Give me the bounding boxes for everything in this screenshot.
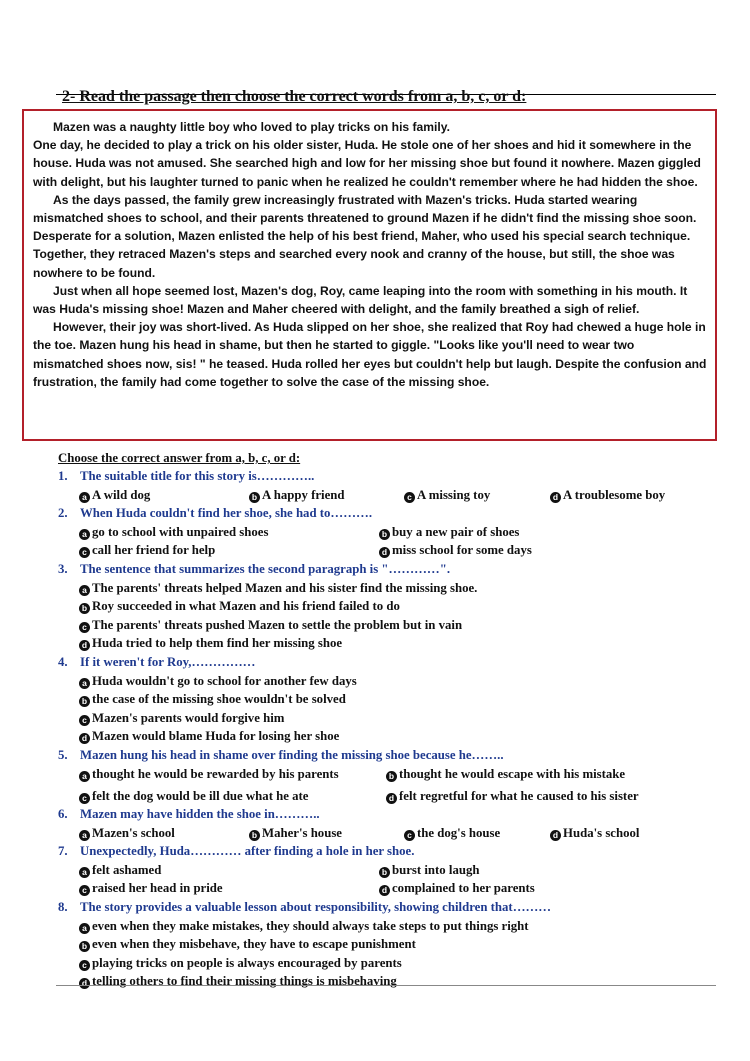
question-2 bbox=[58, 504, 718, 523]
option-letter-icon: c bbox=[79, 547, 90, 558]
option-letter-icon: d bbox=[550, 492, 561, 503]
option-d[interactable] bbox=[550, 824, 639, 843]
option-text: thought he would escape with his mistake bbox=[399, 766, 626, 781]
option-text: A happy friend bbox=[262, 487, 345, 502]
option-letter-icon: d bbox=[79, 978, 90, 989]
instructions: Choose the correct answer from a, b, c, or d: bbox=[58, 451, 301, 465]
option-text: felt ashamed bbox=[92, 862, 162, 877]
options-row bbox=[58, 541, 718, 560]
option-d[interactable] bbox=[58, 727, 718, 746]
passage-paragraph: Just when all hope seemed lost, Mazen's dog, Roy, came leaping into the room with something in his mouth. It was Huda's missing shoe! Mazen and Maher cheered with delight, and the family breathed a sigh of relief. bbox=[33, 283, 688, 317]
option-text: the case of the missing shoe wouldn't be solved bbox=[92, 692, 346, 707]
questions-section bbox=[58, 450, 718, 991]
option-d[interactable] bbox=[386, 783, 639, 809]
option-text: A wild dog bbox=[92, 487, 151, 502]
option-letter-icon: d bbox=[79, 640, 90, 651]
option-d[interactable] bbox=[379, 879, 535, 898]
option-text: The parents' threats pushed Mazen to settle the problem but in vain bbox=[92, 617, 463, 632]
option-d[interactable] bbox=[379, 541, 532, 560]
option-b[interactable] bbox=[249, 824, 342, 843]
option-letter-icon: b bbox=[249, 492, 260, 503]
option-text: The parents' threats helped Mazen and his sister find the missing shoe. bbox=[92, 580, 478, 595]
section-heading: 2- Read the passage then choose the correct words from a, b, c, or d: bbox=[62, 88, 527, 105]
option-text: miss school for some days bbox=[392, 543, 532, 558]
options-row bbox=[58, 879, 718, 898]
question-1 bbox=[58, 467, 718, 486]
option-text: Huda wouldn't go to school for another few days bbox=[92, 673, 357, 688]
option-text: telling others to find their missing things is misbehaving bbox=[92, 974, 397, 989]
option-a[interactable] bbox=[58, 579, 718, 598]
option-text: buy a new pair of shoes bbox=[392, 524, 520, 539]
option-text: Maher's house bbox=[262, 825, 342, 840]
option-d[interactable] bbox=[58, 634, 718, 653]
option-letter-icon: c bbox=[79, 960, 90, 971]
question-text: The story provides a valuable lesson about responsibility, showing children that……… bbox=[80, 900, 552, 915]
option-a[interactable] bbox=[79, 765, 339, 784]
option-letter-icon: a bbox=[79, 867, 90, 878]
option-letter-icon: c bbox=[79, 793, 90, 804]
option-letter-icon: a bbox=[79, 529, 90, 540]
option-d[interactable] bbox=[58, 972, 718, 991]
question-number: 2. bbox=[58, 506, 68, 521]
passage-box bbox=[22, 109, 717, 441]
option-text: Roy succeeded in what Mazen and his friend failed to do bbox=[92, 599, 400, 614]
option-text: call her friend for help bbox=[92, 543, 216, 558]
option-b[interactable] bbox=[379, 523, 519, 542]
option-c[interactable] bbox=[79, 541, 215, 560]
option-a[interactable] bbox=[79, 861, 161, 880]
option-letter-icon: b bbox=[249, 830, 260, 841]
option-letter-icon: b bbox=[79, 941, 90, 952]
option-c[interactable] bbox=[79, 783, 309, 809]
option-text: the dog's house bbox=[417, 825, 501, 840]
question-number: 6. bbox=[58, 807, 68, 822]
option-a[interactable] bbox=[58, 672, 718, 691]
options-row bbox=[58, 765, 718, 784]
option-b[interactable] bbox=[386, 765, 625, 784]
option-text: A troublesome boy bbox=[563, 487, 666, 502]
option-letter-icon: d bbox=[379, 547, 390, 558]
passage-paragraph: One day, he decided to play a trick on his older sister, Huda. He stole one of her shoes and hid it somewhere in the house. Huda was not amused. She searched high and low for her missing shoe but found it nowhere. Mazen giggled with delight, but his laughter turned to panic when he realized he couldn't remember where he had hidden the shoe. bbox=[33, 138, 701, 189]
question-number: 8. bbox=[58, 900, 68, 915]
option-c[interactable] bbox=[404, 486, 490, 505]
question-text: Mazen hung his head in shame over finding the missing shoe because he…….. bbox=[80, 747, 504, 762]
question-4 bbox=[58, 653, 718, 672]
option-a[interactable] bbox=[79, 486, 150, 505]
option-text: thought he would be rewarded by his parents bbox=[92, 766, 339, 781]
question-text: If it weren't for Roy,…………… bbox=[80, 654, 256, 669]
option-b[interactable] bbox=[58, 935, 718, 954]
option-text: A missing toy bbox=[417, 487, 491, 502]
option-text: burst into laugh bbox=[392, 862, 480, 877]
passage-paragraph: Mazen was a naughty little boy who loved to play tricks on his family. bbox=[53, 120, 450, 134]
option-letter-icon: a bbox=[79, 585, 90, 596]
options-row bbox=[58, 523, 718, 542]
option-letter-icon: b bbox=[379, 867, 390, 878]
option-letter-icon: a bbox=[79, 771, 90, 782]
option-text: even when they make mistakes, they should always take steps to put things right bbox=[92, 918, 529, 933]
option-letter-icon: c bbox=[404, 830, 415, 841]
option-letter-icon: c bbox=[79, 885, 90, 896]
question-3 bbox=[58, 560, 718, 579]
option-letter-icon: d bbox=[386, 793, 397, 804]
options-row bbox=[58, 861, 718, 880]
option-a[interactable] bbox=[79, 824, 175, 843]
option-b[interactable] bbox=[379, 861, 479, 880]
option-text: Mazen's school bbox=[92, 825, 175, 840]
option-letter-icon: a bbox=[79, 830, 90, 841]
option-b[interactable] bbox=[58, 690, 718, 709]
question-number: 7. bbox=[58, 844, 68, 859]
question-number: 1. bbox=[58, 469, 68, 483]
option-letter-icon: b bbox=[79, 696, 90, 707]
option-text: complained to her parents bbox=[392, 881, 535, 896]
options-row bbox=[58, 824, 718, 843]
option-text: raised her head in pride bbox=[92, 881, 223, 896]
question-number: 5. bbox=[58, 747, 68, 762]
option-letter-icon: d bbox=[550, 830, 561, 841]
question-text: The sentence that summarizes the second paragraph is "…………". bbox=[80, 561, 451, 576]
option-a[interactable] bbox=[79, 523, 268, 542]
bottom-divider bbox=[56, 985, 716, 986]
option-text: felt the dog would be ill due what he ate bbox=[92, 789, 309, 804]
options-row bbox=[58, 486, 718, 505]
options-row bbox=[58, 783, 718, 805]
option-letter-icon: c bbox=[404, 492, 415, 503]
option-text: go to school with unpaired shoes bbox=[92, 524, 269, 539]
question-number: 3. bbox=[58, 561, 68, 576]
option-text: even when they misbehave, they have to escape punishment bbox=[92, 937, 416, 952]
question-text: When Huda couldn't find her shoe, she had to………. bbox=[80, 506, 373, 521]
question-text: Unexpectedly, Huda………… after finding a hole in her shoe. bbox=[80, 844, 415, 859]
option-letter-icon: b bbox=[386, 771, 397, 782]
option-text: felt regretful for what he caused to his sister bbox=[399, 789, 639, 804]
option-c[interactable] bbox=[58, 616, 718, 635]
question-number: 4. bbox=[58, 654, 68, 669]
question-5 bbox=[58, 746, 718, 765]
option-letter-icon: c bbox=[79, 622, 90, 633]
passage-paragraph: As the days passed, the family grew increasingly frustrated with Mazen's tricks. Huda started wearing mismatched shoes to school, and their parents threatened to ground Mazen if he didn't find the missing shoe soon. Desperate for a solution, Mazen enlisted the help of his best friend, Maher, who used his special search technique. Together, they retraced Mazen's steps and searched every nook and cranny of the house, but still, the shoe was nowhere to be found. bbox=[33, 192, 697, 280]
option-a[interactable] bbox=[58, 917, 718, 936]
option-text: Huda tried to help them find her missing shoe bbox=[92, 636, 343, 651]
option-letter-icon: d bbox=[379, 885, 390, 896]
option-letter-icon: d bbox=[79, 733, 90, 744]
option-c[interactable] bbox=[404, 824, 500, 843]
option-c[interactable] bbox=[58, 954, 718, 973]
question-text: The suitable title for this story is………….. bbox=[80, 469, 315, 483]
option-text: Mazen's parents would forgive him bbox=[92, 710, 285, 725]
question-7 bbox=[58, 842, 718, 861]
option-text: playing tricks on people is always encouraged by parents bbox=[92, 955, 402, 970]
option-c[interactable] bbox=[58, 709, 718, 728]
option-d[interactable] bbox=[550, 486, 665, 505]
option-letter-icon: a bbox=[79, 492, 90, 503]
option-letter-icon: b bbox=[379, 529, 390, 540]
option-b[interactable] bbox=[58, 597, 718, 616]
question-8 bbox=[58, 898, 718, 917]
option-b[interactable] bbox=[249, 486, 345, 505]
option-letter-icon: a bbox=[79, 923, 90, 934]
option-letter-icon: a bbox=[79, 678, 90, 689]
option-letter-icon: c bbox=[79, 715, 90, 726]
passage-paragraph: However, their joy was short-lived. As Huda slipped on her shoe, she realized that Roy had chewed a huge hole in the toe. Mazen hung his head in shame, but then he started to giggle. "Looks like you'll need to wear two mismatched shoes now, sis! " he teased. Huda rolled her eyes but couldn't help but laugh. Despite the confusion and frustration, the family had come together to solve the case of the missing shoe. bbox=[33, 320, 707, 389]
option-text: Mazen would blame Huda for losing her shoe bbox=[92, 729, 340, 744]
option-text: Huda's school bbox=[563, 825, 640, 840]
question-text: Mazen may have hidden the shoe in……….. bbox=[80, 807, 320, 822]
option-letter-icon: b bbox=[79, 603, 90, 614]
option-c[interactable] bbox=[79, 879, 223, 898]
